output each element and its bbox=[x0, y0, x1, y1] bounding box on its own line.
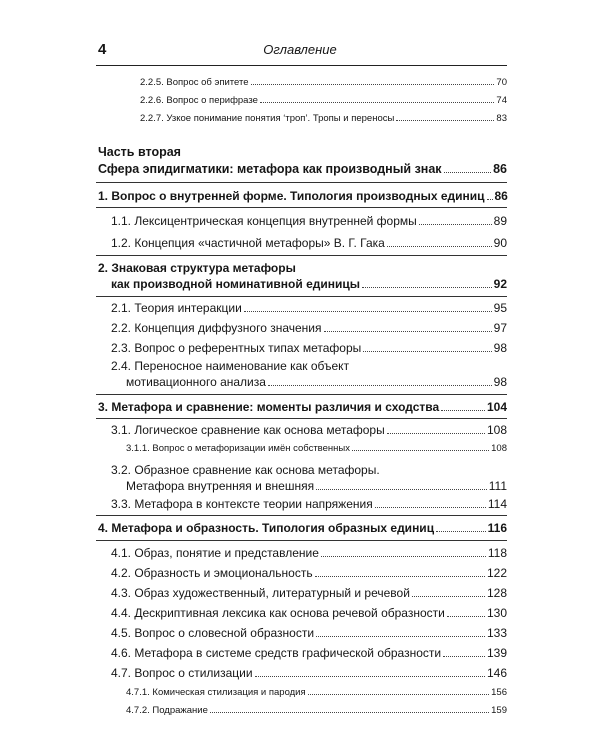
entry-page: 133 bbox=[486, 626, 507, 640]
entry-title: 4.1. Образ, понятие и представление bbox=[111, 546, 319, 560]
dot-leader bbox=[444, 172, 492, 173]
toc-entry-2-4-line1: 2.4. Переносное наименование как объект bbox=[111, 359, 350, 373]
dot-leader bbox=[324, 331, 492, 332]
entry-title: 2.2.5. Вопрос об эпитете bbox=[140, 77, 249, 88]
toc-entry-1-2[interactable] bbox=[111, 236, 507, 250]
part-title: Часть вторая bbox=[98, 145, 181, 159]
entry-page: 130 bbox=[486, 606, 507, 620]
entry-page: 70 bbox=[496, 77, 507, 88]
dot-leader bbox=[387, 433, 485, 434]
entry-title: 4.7. Вопрос о стилизации bbox=[111, 666, 253, 680]
entry-title: 3.1.1. Вопрос о метафоризации имён собственных bbox=[126, 443, 350, 454]
entry-page: 86 bbox=[493, 162, 507, 176]
toc-entry-section-1[interactable] bbox=[98, 189, 507, 203]
toc-entry-2-2-5[interactable] bbox=[140, 77, 507, 88]
toc-entry-4-1[interactable] bbox=[111, 546, 507, 560]
dot-leader bbox=[260, 102, 495, 103]
dot-leader bbox=[412, 596, 485, 597]
toc-entry-2-2-6[interactable] bbox=[140, 95, 507, 106]
section-2-title-line1: 2. Знаковая структура метафоры bbox=[98, 261, 296, 275]
entry-title: мотивационного анализа bbox=[126, 375, 266, 389]
entry-page: 114 bbox=[487, 497, 507, 511]
entry-page: 98 bbox=[493, 341, 507, 355]
entry-page: 108 bbox=[486, 423, 507, 437]
section-rule bbox=[96, 515, 507, 516]
entry-title: 3.3. Метафора в контексте теории напряжения bbox=[111, 497, 373, 511]
toc-entry-2-1[interactable] bbox=[111, 301, 507, 315]
dot-leader bbox=[443, 656, 485, 657]
entry-title: 2.2.7. Узкое понимание понятия ‘троп’. Тропы и переносы bbox=[140, 113, 395, 124]
entry-title: 3.1. Логическое сравнение как основа метафоры bbox=[111, 423, 385, 437]
page-number: 4 bbox=[98, 41, 107, 58]
dot-leader bbox=[387, 246, 492, 247]
entry-title: 4.3. Образ художественный, литературный и речевой bbox=[111, 586, 410, 600]
toc-entry-3-3[interactable] bbox=[111, 497, 507, 511]
entry-page: 159 bbox=[491, 705, 507, 716]
dot-leader bbox=[268, 385, 492, 386]
toc-entry-4-7[interactable] bbox=[111, 666, 507, 680]
entry-page: 118 bbox=[487, 546, 507, 560]
dot-leader bbox=[487, 199, 493, 200]
dot-leader bbox=[362, 287, 492, 288]
entry-title: 2.2. Концепция диффузного значения bbox=[111, 321, 322, 335]
dot-leader bbox=[436, 531, 486, 532]
toc-entry-part-two[interactable] bbox=[98, 162, 507, 176]
entry-page: 92 bbox=[493, 277, 507, 291]
entry-title: 1. Вопрос о внутренней форме. Типология производных единиц bbox=[98, 189, 485, 203]
dot-leader bbox=[396, 120, 494, 121]
entry-title: 1.1. Лексицентрическая концепция внутренней формы bbox=[111, 214, 417, 228]
toc-entry-4-5[interactable] bbox=[111, 626, 507, 640]
toc-entry-2-3[interactable] bbox=[111, 341, 507, 355]
toc-entry-section-4[interactable] bbox=[98, 521, 507, 535]
toc-entry-3-2[interactable] bbox=[126, 479, 507, 493]
entry-page: 74 bbox=[496, 95, 507, 106]
entry-title: 1.2. Концепция «частичной метафоры» В. Г. Гака bbox=[111, 236, 385, 250]
toc-entry-section-2[interactable] bbox=[111, 277, 507, 291]
entry-page: 108 bbox=[491, 443, 507, 454]
toc-entry-4-3[interactable] bbox=[111, 586, 507, 600]
entry-title: 2.3. Вопрос о референтных типах метафоры bbox=[111, 341, 362, 355]
entry-title: 2.2.6. Вопрос о перифразе bbox=[140, 95, 258, 106]
entry-title: 3. Метафора и сравнение: моменты различия и сходства bbox=[98, 400, 440, 414]
toc-entry-2-4[interactable] bbox=[126, 375, 507, 389]
toc-entry-3-1-1[interactable] bbox=[126, 443, 507, 454]
entry-page: 98 bbox=[493, 375, 507, 389]
toc-entry-3-2-line1: 3.2. Образное сравнение как основа метафоры. bbox=[111, 463, 380, 477]
section-rule bbox=[96, 255, 507, 256]
entry-title: 2.1. Теория интеракции bbox=[111, 301, 242, 315]
dot-leader bbox=[255, 676, 485, 677]
dot-leader bbox=[321, 556, 486, 557]
entry-title: как производной номинативной единицы bbox=[111, 277, 360, 291]
running-head: Оглавление bbox=[263, 42, 337, 57]
entry-title: 4.2. Образность и эмоциональность bbox=[111, 566, 313, 580]
dot-leader bbox=[447, 616, 485, 617]
dot-leader bbox=[363, 351, 491, 352]
entry-page: 128 bbox=[486, 586, 507, 600]
dot-leader bbox=[251, 84, 495, 85]
section-rule bbox=[96, 540, 507, 541]
entry-page: 86 bbox=[494, 189, 508, 203]
dot-leader bbox=[210, 712, 489, 713]
entry-title: 4.4. Дескриптивная лексика как основа речевой образности bbox=[111, 606, 445, 620]
toc-entry-section-3[interactable] bbox=[98, 400, 507, 414]
toc-entry-4-6[interactable] bbox=[111, 646, 507, 660]
entry-page: 104 bbox=[486, 400, 507, 414]
toc-entry-4-7-1[interactable] bbox=[126, 687, 507, 698]
toc-entry-4-2[interactable] bbox=[111, 566, 507, 580]
section-rule bbox=[96, 296, 507, 297]
dot-leader bbox=[315, 576, 485, 577]
entry-title: Метафора внутренняя и внешняя bbox=[126, 479, 315, 493]
entry-page: 89 bbox=[493, 214, 507, 228]
toc-entry-2-2[interactable] bbox=[111, 321, 507, 335]
entry-title: Сфера эпидигматики: метафора как производный знак bbox=[98, 162, 442, 176]
section-rule bbox=[96, 207, 507, 208]
entry-page: 90 bbox=[493, 236, 507, 250]
entry-title: 4.7.2. Подражание bbox=[126, 705, 208, 716]
entry-page: 122 bbox=[486, 566, 507, 580]
toc-entry-4-7-2[interactable] bbox=[126, 705, 507, 716]
entry-page: 116 bbox=[487, 521, 507, 535]
dot-leader bbox=[316, 489, 487, 490]
entry-page: 111 bbox=[488, 479, 507, 493]
entry-page: 95 bbox=[493, 301, 507, 315]
dot-leader bbox=[419, 224, 492, 225]
toc-entry-4-4[interactable] bbox=[111, 606, 507, 620]
entry-page: 83 bbox=[496, 113, 507, 124]
dot-leader bbox=[375, 507, 486, 508]
entry-title: 4.7.1. Комическая стилизация и пародия bbox=[126, 687, 306, 698]
entry-page: 139 bbox=[486, 646, 507, 660]
header-rule bbox=[96, 65, 507, 66]
dot-leader bbox=[244, 311, 492, 312]
section-rule bbox=[96, 418, 507, 419]
dot-leader bbox=[352, 450, 489, 451]
toc-entry-2-2-7[interactable] bbox=[140, 113, 507, 124]
entry-page: 156 bbox=[491, 687, 507, 698]
entry-title: 4.6. Метафора в системе средств графической образности bbox=[111, 646, 442, 660]
entry-title: 4. Метафора и образность. Типология образных единиц bbox=[98, 521, 435, 535]
toc-entry-3-1[interactable] bbox=[111, 423, 507, 437]
dot-leader bbox=[308, 694, 490, 695]
entry-title: 4.5. Вопрос о словесной образности bbox=[111, 626, 315, 640]
entry-page: 97 bbox=[493, 321, 507, 335]
toc-entry-1-1[interactable] bbox=[111, 214, 507, 228]
dot-leader bbox=[316, 636, 485, 637]
entry-page: 146 bbox=[486, 666, 507, 680]
section-rule bbox=[96, 394, 507, 395]
dot-leader bbox=[441, 410, 485, 411]
section-rule bbox=[96, 182, 507, 183]
